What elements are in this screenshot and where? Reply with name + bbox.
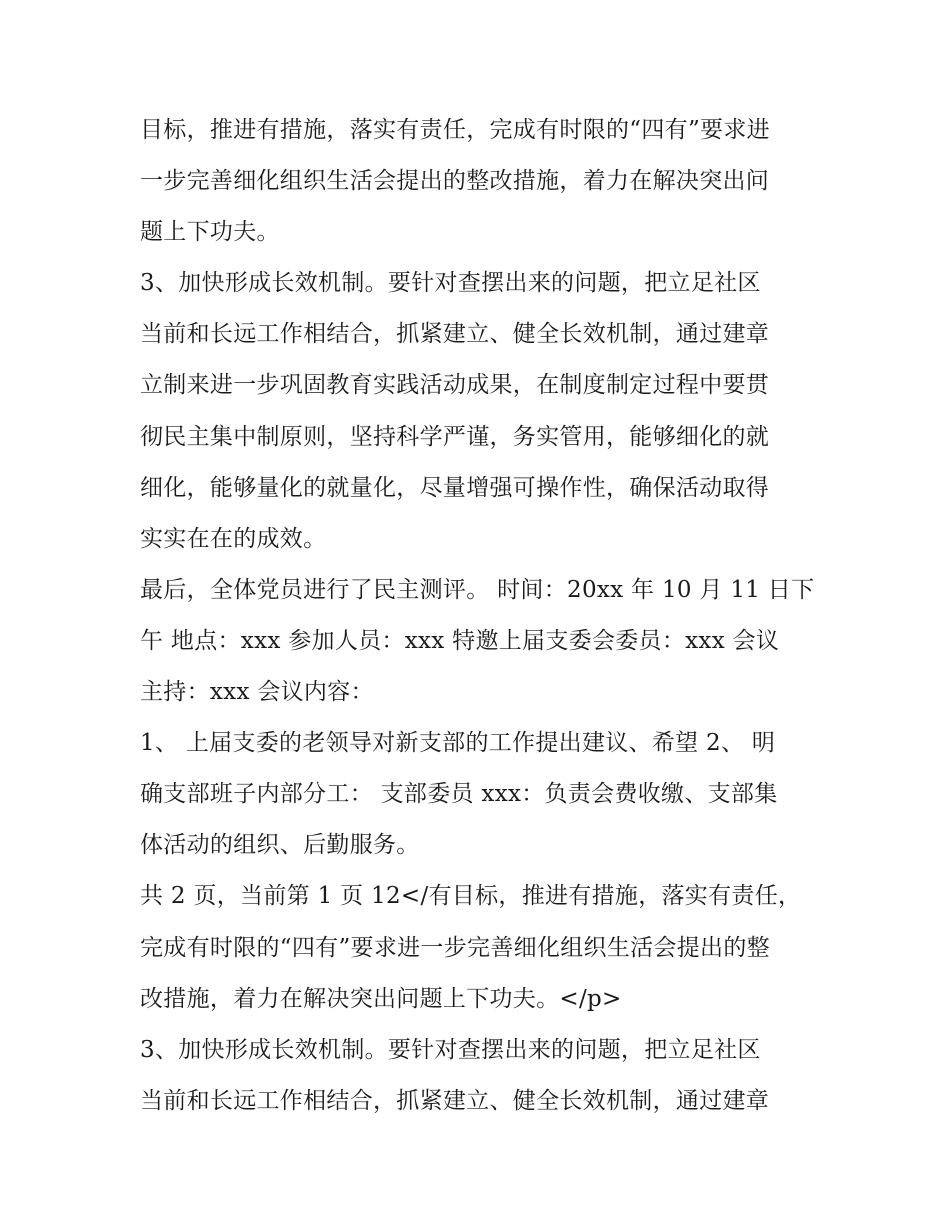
text-line: 午 地点：xxx 参加人员：xxx 特邀上届支委会委员：xxx 会议 bbox=[140, 627, 780, 654]
text-line: 体活动的组织、后勤服务。 bbox=[140, 832, 420, 859]
text-line: 彻民主集中制原则，坚持科学严谨，务实管用，能够细化的就 bbox=[140, 423, 770, 450]
text-line: 共 2 页，当前第 1 页 12</有目标，推进有措施，落实有责任， bbox=[140, 883, 802, 910]
text-line: 改措施，着力在解决突出问题上下功夫。</p> bbox=[140, 985, 622, 1012]
text-line: 3、加快形成长效机制。要针对查摆出来的问题，把立足社区 bbox=[140, 270, 761, 297]
text-line: 3、加快形成长效机制。要针对查摆出来的问题，把立足社区 bbox=[140, 1036, 761, 1063]
text-line: 目标，推进有措施，落实有责任，完成有时限的“四有”要求进 bbox=[140, 117, 770, 143]
text-line: 当前和长远工作相结合，抓紧建立、健全长效机制，通过建章 bbox=[140, 321, 770, 348]
text-line: 一步完善细化组织生活会提出的整改措施，着力在解决突出问 bbox=[140, 168, 770, 195]
text-line: 最后，全体党员进行了民主测评。 时间：20xx 年 10 月 11 日下 bbox=[140, 576, 815, 603]
text-line: 细化，能够量化的就量化，尽量增强可操作性，确保活动取得 bbox=[140, 474, 770, 501]
text-line: 完成有时限的“四有”要求进一步完善细化组织生活会提出的整 bbox=[140, 934, 770, 961]
text-line: 当前和长远工作相结合，抓紧建立、健全长效机制，通过建章 bbox=[140, 1087, 770, 1114]
text-line: 确支部班子内部分工： 支部委员 xxx：负责会费收缴、支部集 bbox=[140, 781, 778, 808]
text-line: 立制来进一步巩固教育实践活动成果，在制度制定过程中要贯 bbox=[140, 372, 770, 399]
text-line: 1、 上届支委的老领导对新支部的工作提出建议、希望 2、 明 bbox=[140, 730, 776, 757]
text-line: 实实在在的成效。 bbox=[140, 525, 327, 552]
document-body bbox=[140, 111, 820, 1133]
text-line: 题上下功夫。 bbox=[140, 219, 280, 246]
text-line: 主持：xxx 会议内容： bbox=[140, 679, 374, 706]
